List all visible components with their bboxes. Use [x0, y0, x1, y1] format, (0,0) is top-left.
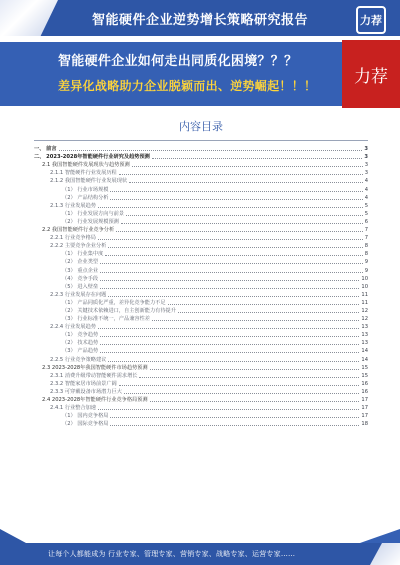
toc-entry[interactable]	[34, 323, 368, 331]
toc-entry-page: 10	[361, 283, 368, 290]
toc-entry-page: 10	[361, 275, 368, 282]
toc-leader-dots	[98, 327, 359, 329]
toc-entry-page: 17	[361, 405, 368, 412]
toc-entry-page: 12	[361, 307, 368, 314]
toc-leader-dots	[110, 416, 359, 418]
toc-entry-page: 12	[361, 316, 368, 323]
toc-entry-page: 13	[361, 340, 368, 347]
toc-leader-dots	[98, 206, 363, 208]
toc-entry-page: 5	[364, 202, 368, 209]
toc-leader-dots	[152, 157, 363, 159]
toc-leader-dots	[100, 335, 359, 337]
toc-entry[interactable]	[34, 404, 368, 412]
recommend-badge: 力荐	[342, 40, 400, 108]
brand-logo: 力荐	[356, 6, 386, 34]
toc-entry-page: 15	[361, 364, 368, 371]
toc-entry[interactable]	[34, 266, 368, 274]
toc-entry[interactable]	[34, 283, 368, 291]
toc-entry-page: 14	[361, 356, 368, 363]
toc-entry-page: 3	[364, 146, 368, 153]
toc-entry[interactable]	[34, 234, 368, 242]
banner-main-title: 智能硬件企业如何走出同质化困境？？？	[58, 54, 298, 69]
toc-entry-page: 13	[361, 324, 368, 331]
toc-entry-label: 2.2.2 主要竞争企业分析	[50, 243, 107, 250]
toc-leader-dots	[116, 230, 363, 232]
toc-leader-dots	[108, 295, 359, 297]
toc-entry-page: 14	[361, 348, 368, 355]
toc-entry-label: （3） 产品趋势	[62, 348, 99, 355]
toc-entry-label: （2） 关键技术依赖进口，自主创新能力有待提升	[62, 307, 176, 314]
toc-leader-dots	[108, 246, 362, 248]
toc-entry-page: 6	[364, 218, 368, 225]
toc-entry[interactable]	[34, 250, 368, 258]
toc-entry[interactable]	[34, 185, 368, 193]
toc-entry-page: 18	[361, 421, 368, 428]
toc-entry[interactable]	[34, 153, 368, 161]
toc-entry[interactable]	[34, 275, 368, 283]
toc-entry[interactable]	[34, 364, 368, 372]
toc-entry[interactable]	[34, 194, 368, 202]
corner-decoration-right	[360, 529, 400, 543]
banner-sub-title: 差异化战略助力企业脱颖而出、逆势崛起！！！	[58, 79, 317, 93]
toc-entry-label: （1） 行业集中度	[62, 251, 104, 258]
toc-entry-label: 二、 2023-2028年智能硬件行业研究及趋势预测	[34, 154, 150, 161]
toc-entry-label: 2.1.2 我国智能硬件行业发展现状	[50, 178, 128, 185]
toc-leader-dots	[110, 190, 362, 192]
toc-leader-dots	[178, 311, 360, 313]
toc-leader-dots	[126, 214, 363, 216]
toc-entry[interactable]	[34, 169, 368, 177]
toc-leader-dots	[150, 368, 360, 370]
toc-entry-label: （1） 行业发展方向与前景	[62, 210, 125, 217]
footer-slogan: 让每个人都能成为 行业专家、管理专家、营销专家、战略专家、运营专家……	[48, 550, 296, 558]
toc-leader-dots	[108, 360, 359, 362]
toc-entry-label: 2.4.1 行业整合加速	[50, 405, 96, 412]
toc-entry-page: 7	[364, 227, 368, 234]
toc-entry-label: 2.1.3 行业发展趋势	[50, 202, 96, 209]
corner-decoration-left	[0, 529, 26, 543]
toc-leader-dots	[59, 149, 363, 151]
toc-entry-page: 5	[364, 210, 368, 217]
toc-entry[interactable]	[34, 242, 368, 250]
toc-entry-page: 16	[361, 388, 368, 395]
toc-entry-page: 4	[364, 194, 368, 201]
toc-leader-dots	[121, 222, 363, 224]
toc-title: 内容目录	[179, 120, 223, 133]
toc-leader-dots	[119, 384, 360, 386]
toc-entry-page: 17	[361, 413, 368, 420]
toc-leader-dots	[168, 303, 360, 305]
toc-entry-label: 2.4 2023-2028年智能硬件行业竞争格局预测	[42, 397, 148, 403]
toc-entry-label: （3） 重点企业	[62, 267, 99, 274]
toc-entry[interactable]	[34, 226, 368, 234]
toc-entry-label: 2.2.3 行业发展存在问题	[50, 291, 107, 298]
toc-entry-page: 4	[364, 186, 368, 193]
toc-entry[interactable]	[34, 420, 368, 428]
toc-leader-dots	[110, 198, 362, 200]
toc-entry-label: （2） 企业类型	[62, 259, 99, 266]
toc-leader-dots	[129, 181, 363, 183]
toc-entry-page: 15	[361, 372, 368, 379]
toc-entry-label: 2.2 我国智能硬件行业竞争分析	[42, 227, 115, 234]
toc-leader-dots	[139, 376, 359, 378]
toc-leader-dots	[132, 165, 363, 167]
toc-leader-dots	[98, 408, 359, 410]
toc-entry-label: （1） 产品同质化严重，差异化竞争能力不足	[62, 299, 166, 306]
top-header-bar	[0, 0, 400, 36]
toc-entry[interactable]	[34, 307, 368, 315]
toc-entry-page: 8	[364, 251, 368, 258]
table-of-contents	[34, 116, 368, 516]
toc-entry-page: 11	[361, 299, 368, 306]
toc-entry-page: 3	[364, 170, 368, 177]
toc-leader-dots	[100, 343, 359, 345]
toc-entry-page: 8	[364, 243, 368, 250]
toc-leader-dots	[119, 173, 363, 175]
toc-leader-dots	[100, 271, 363, 273]
toc-entry-page: 11	[361, 291, 368, 298]
toc-leader-dots	[100, 287, 359, 289]
toc-entry-page: 17	[361, 397, 368, 403]
slogan-banner	[0, 42, 400, 106]
toc-entry[interactable]	[34, 380, 368, 388]
toc-entry-label: 2.3 2023-2028年我国智能硬件市场趋势预测	[42, 364, 148, 371]
toc-entry-page: 9	[364, 267, 368, 274]
toc-leader-dots	[105, 254, 362, 256]
toc-entry-label: （1） 国内竞争格局	[62, 413, 109, 420]
toc-entry[interactable]	[34, 218, 368, 226]
toc-leader-dots	[100, 279, 359, 281]
toc-entry-page: 3	[364, 154, 368, 161]
toc-entry[interactable]	[34, 388, 368, 396]
toc-entry-label: 2.1 我国智能硬件发展现状与趋势预测	[42, 162, 130, 169]
toc-leader-dots	[100, 262, 363, 264]
footer-bar	[0, 543, 400, 565]
toc-entry-page: 16	[361, 380, 368, 387]
toc-entry[interactable]	[34, 412, 368, 420]
toc-entry-label: （1） 竞争趋势	[62, 332, 99, 339]
toc-entry-label: 2.2.5 行业竞争策略建议	[50, 356, 107, 363]
toc-leader-dots	[100, 351, 359, 353]
toc-entry[interactable]	[34, 372, 368, 380]
toc-entry-label: 2.3.3 可穿戴设备市场潜力巨大	[50, 388, 122, 395]
footer-decoration	[370, 543, 400, 565]
toc-entry-page: 4	[364, 178, 368, 185]
toc-leader-dots	[152, 319, 359, 321]
toc-entry-label: （1） 行业市场规模	[62, 186, 109, 193]
toc-leader-dots	[98, 238, 363, 240]
report-title: 智能硬件企业逆势增长策略研究报告	[91, 13, 308, 28]
toc-entry[interactable]	[34, 210, 368, 218]
toc-entry-page: 7	[364, 235, 368, 242]
toc-entry-label: （2） 国际竞争格局	[62, 421, 109, 428]
toc-entry[interactable]	[34, 396, 368, 404]
toc-entry-label: （2） 行业发展规模预测	[62, 218, 119, 225]
toc-entry-label: 2.3.2 智能家居市场前景广阔	[50, 380, 117, 387]
toc-entry-label: （3） 行业标准不统一，产品兼容性差	[62, 316, 150, 323]
toc-leader-dots	[150, 400, 360, 402]
toc-entry-label: （2） 技术趋势	[62, 340, 99, 347]
toc-entry[interactable]	[34, 347, 368, 355]
toc-entry[interactable]	[34, 291, 368, 299]
toc-entry[interactable]	[34, 299, 368, 307]
toc-entry-label: 一、 前言	[34, 146, 57, 153]
toc-entry-label: （4） 竞争手段	[62, 275, 99, 282]
toc-entry-page: 3	[364, 162, 368, 169]
toc-entry-label: 2.2.1 行业竞争格局	[50, 235, 96, 242]
toc-entry[interactable]	[34, 258, 368, 266]
toc-entry-label: 2.3.1 消费升级带动智能硬件需求增长	[50, 372, 138, 379]
toc-list	[34, 145, 368, 428]
toc-entry[interactable]	[34, 355, 368, 363]
toc-entry[interactable]	[34, 202, 368, 210]
toc-entry[interactable]	[34, 331, 368, 339]
toc-entry-label: （5） 进入壁垒	[62, 283, 99, 290]
toc-entry[interactable]	[34, 145, 368, 153]
toc-entry-page: 13	[361, 332, 368, 339]
toc-entry-page: 9	[364, 259, 368, 266]
toc-divider	[34, 140, 368, 141]
toc-entry[interactable]	[34, 161, 368, 169]
toc-entry[interactable]	[34, 339, 368, 347]
toc-entry-label: 2.1.1 智能硬件行业发展历程	[50, 170, 117, 177]
toc-entry[interactable]	[34, 315, 368, 323]
toc-entry-label: （2） 产品结构分析	[62, 194, 109, 201]
toc-entry[interactable]	[34, 177, 368, 185]
toc-leader-dots	[110, 424, 359, 426]
toc-leader-dots	[124, 392, 359, 394]
toc-entry-label: 2.2.4 行业发展趋势	[50, 324, 96, 331]
